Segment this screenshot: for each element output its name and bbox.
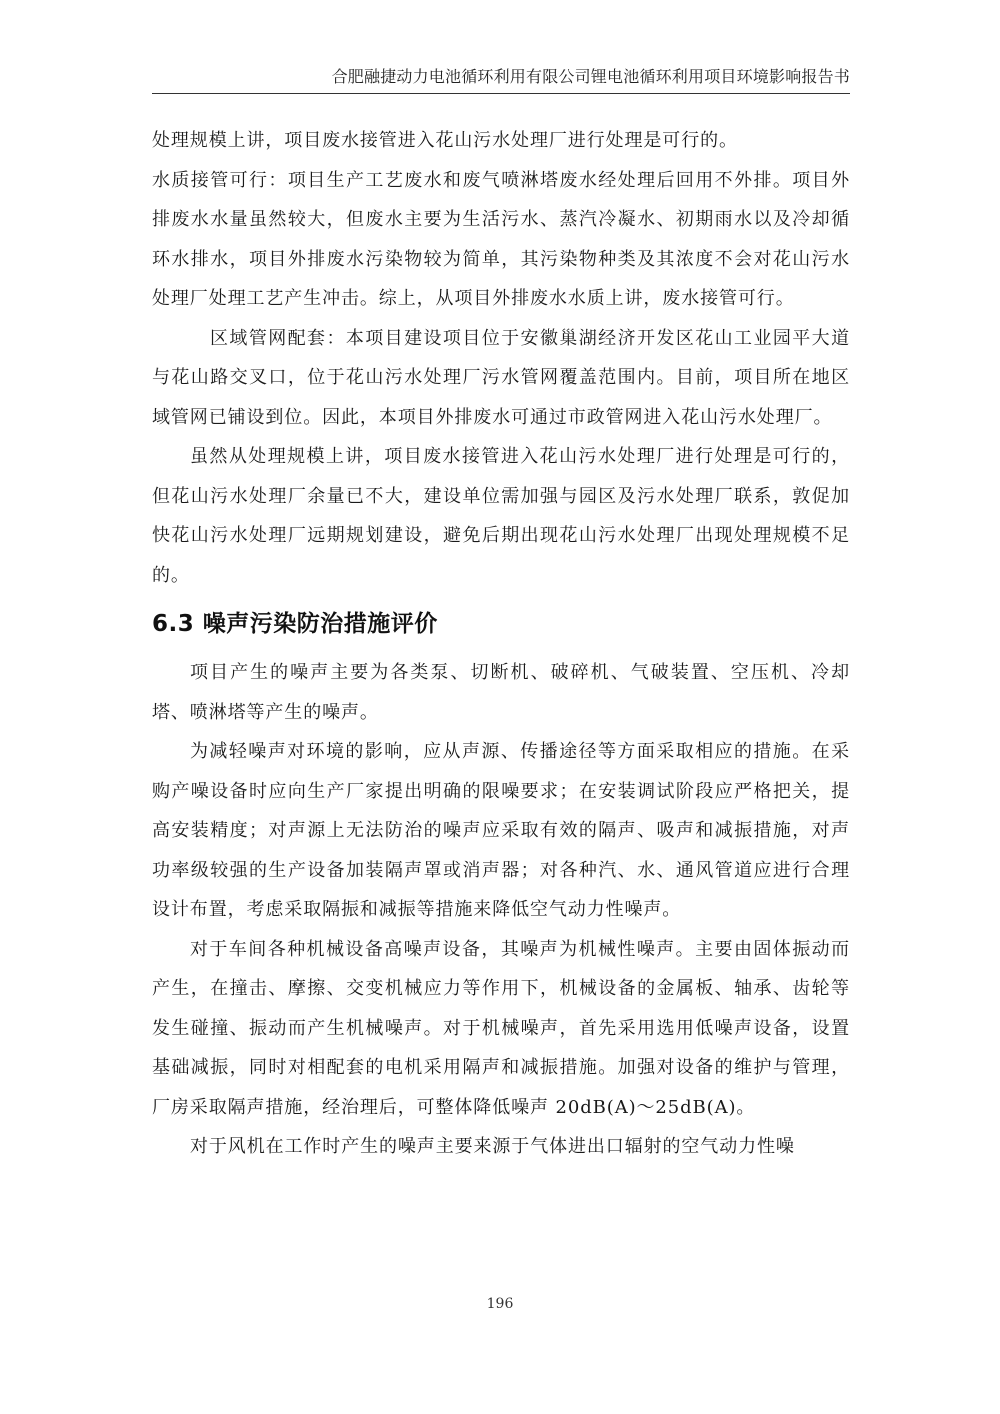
header-divider	[152, 93, 850, 94]
paragraph-fan-noise: 对于风机在工作时产生的噪声主要来源于气体进出口辐射的空气动力性噪	[190, 1136, 795, 1157]
paragraph-continuation: 处理规模上讲，项目废水接管进入花山污水处理厂进行处理是可行的。	[152, 130, 738, 151]
paragraph-pipe-network: 区域管网配套：本项目建设项目位于安徽巢湖经济开发区花山工业园平大道与花山路交叉口，位于花山污水处理厂污水管网覆盖范围内。目前，项目所在地区域管网已铺设到位。因此，本项目外排废水可通过市政管网进入花山污水处理厂。	[152, 327, 850, 428]
paragraph-capacity-note: 虽然从处理规模上讲，项目废水接管进入花山污水处理厂进行处理是可行的，但花山污水处理厂余量已不大，建设单位需加强与园区及污水处理厂联系，敦促加快花山污水处理厂远期规划建设，避免后期出现花山污水处理厂出现处理规模不足的。	[152, 446, 850, 586]
paragraph-mechanical-noise: 对于车间各种机械设备高噪声设备，其噪声为机械性噪声。主要由固体振动而产生，在撞击、摩擦、交变机械应力等作用下，机械设备的金属板、轴承、齿轮等发生碰撞、振动而产生机械噪声。对于机械噪声，首先采用选用低噪声设备，设置基础减振，同时对相配套的电机采用隔声和减振措施。加强对设备的维护与管理，厂房采取隔声措施，经治理后，可整体降低噪声 20dB(A)～25dB(A)。	[152, 938, 850, 1118]
section-heading: 6.3 噪声污染防治措施评价	[152, 611, 438, 637]
paragraph-noise-measures: 为减轻噪声对环境的影响，应从声源、传播途径等方面采取相应的措施。在采购产噪设备时应向生产厂家提出明确的限噪要求；在安装调试阶段应严格把关，提高安装精度；对声源上无法防治的噪声应采取有效的隔声、吸声和减振措施，对声功率级较强的生产设备加装隔声罩或消声器；对各种汽、水、通风管道应进行合理设计布置，考虑采取隔振和减振等措施来降低空气动力性噪声。	[152, 741, 850, 920]
paragraph-water-quality: 水质接管可行：项目生产工艺废水和废气喷淋塔废水经处理后回用不外排。项目外排废水水量虽然较大，但废水主要为生活污水、蒸汽冷凝水、初期雨水以及冷却循环水排水，项目外排废水污染物较为简单，其污染物种类及其浓度不会对花山污水处理厂处理工艺产生冲击。综上，从项目外排废水水质上讲，废水接管可行。	[152, 169, 850, 309]
paragraph-noise-sources: 项目产生的噪声主要为各类泵、切断机、破碎机、气破装置、空压机、冷却塔、喷淋塔等产生的噪声。	[152, 662, 850, 723]
page-number: 196	[486, 1296, 514, 1312]
page-header: 合肥融捷动力电池循环利用有限公司锂电池循环利用项目环境影响报告书	[331, 67, 850, 86]
document-body	[152, 121, 850, 1167]
